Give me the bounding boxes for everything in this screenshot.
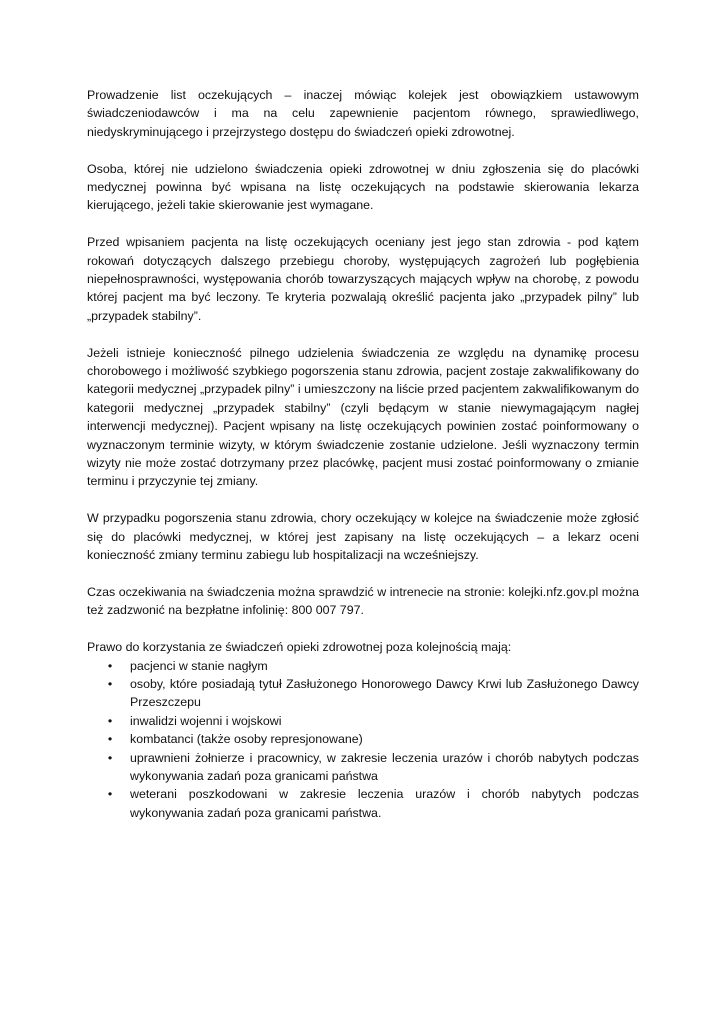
list-item-text: inwalidzi wojenni i wojskowi bbox=[130, 713, 282, 728]
paragraph-registration: Osoba, której nie udzielono świadczenia opieki zdrowotnej w dniu zgłoszenia się do placówki medycznej powinna być wpisana na listę oczekujących na podstawie skierowania lekarza kierującego, jeżeli takie skierowanie jest wymagane. bbox=[87, 161, 639, 213]
document-page bbox=[87, 86, 639, 822]
list-item-text: kombatanci (także osoby represjonowane) bbox=[130, 732, 363, 747]
bullet-icon: • bbox=[107, 713, 113, 728]
list-item-text: weterani poszkodowani w zakresie leczenia urazów i chorób nabytych podczas wykonywania zadań poza granicami państwa. bbox=[130, 787, 639, 820]
list-item bbox=[87, 785, 639, 822]
bullet-icon: • bbox=[107, 676, 113, 691]
list-item-text: uprawnieni żołnierze i pracownicy, w zakresie leczenia urazów i chorób nabytych podczas wykonywania zadań poza granicami państwa bbox=[130, 750, 639, 783]
bullet-icon: • bbox=[107, 750, 113, 765]
priority-list bbox=[87, 657, 639, 823]
bullet-icon: • bbox=[107, 787, 113, 802]
paragraph-priority-rights-intro: Prawo do korzystania ze świadczeń opieki zdrowotnej poza kolejnością mają: bbox=[87, 640, 512, 655]
list-item bbox=[87, 657, 639, 675]
list-item-text: osoby, które posiadają tytuł Zasłużonego Honorowego Dawcy Krwi lub Zasłużonego Dawcy Przeszczepu bbox=[130, 676, 639, 710]
list-item bbox=[87, 675, 639, 712]
paragraph-condition-worsening: W przypadku pogorszenia stanu zdrowia, chory oczekujący w kolejce na świadczenie może zgłosić się do placówki medycznej, w której jest zapisany na listę oczekujących – a lekarz oceni konieczność zmiany terminu zabiegu lub hospitalizacji na wcześniejszy. bbox=[87, 511, 639, 563]
paragraph-waiting-lists-duty: Prowadzenie list oczekujących – inaczej mówiąc kolejek jest obowiązkiem ustawowym świadczeniodawców i ma na celu zapewnienie pacjentom równego, sprawiedliwego, niedyskryminującego i przejrzystego dostępu do świadczeń opieki zdrowotnej. bbox=[87, 88, 639, 139]
list-item bbox=[87, 749, 639, 786]
bullet-icon: • bbox=[107, 658, 113, 673]
list-item-text: pacjenci w stanie nagłym bbox=[130, 658, 268, 673]
list-item bbox=[87, 712, 639, 730]
paragraph-waiting-time-info: Czas oczekiwania na świadczenia można sprawdzić w intrenecie na stronie: kolejki.nfz.gov.pl można też zadzwonić na bezpłatne infolinię: 800 007 797. bbox=[87, 584, 639, 618]
paragraph-urgent-case: Jeżeli istnieje konieczność pilnego udzielenia świadczenia ze względu na dynamikę procesu chorobowego i możliwość szybkiego pogorszenia stanu zdrowia, pacjent zostaje zakwalifikowany do kategorii medycznej „przypadek pilny” i umieszczony na liście przed pacjentem zakwalifikowanym do kategorii medycznej „przypadek stabilny” (czyli będącym w stanie niewymagającym nagłej interwencji medycznej). Pacjent wpisany na listę oczekujących powinien zostać poinformowany o wyznaczonym terminie wizyty, w którym świadczenie zostanie udzielone. Jeśli wyznaczony termin wizyty nie może zostać dotrzymany przez placówkę, pacjent musi zostać poinformowany o zmianie terminu i przyczynie tej zmiany. bbox=[87, 345, 639, 489]
list-item bbox=[87, 730, 639, 748]
paragraph-health-assessment: Przed wpisaniem pacjenta na listę oczekujących oceniany jest jego stan zdrowia - pod kątem rokowań dotyczących dalszego przebiegu choroby, występujących zagrożeń lub pogłębienia niepełnosprawności, występowania chorób towarzyszących mających wpływ na chorobę, z powodu której pacjent ma być leczony. Te kryteria pozwalają określić pacjenta jako „przypadek pilny” lub „przypadek stabilny”. bbox=[87, 235, 639, 323]
bullet-icon: • bbox=[107, 732, 113, 747]
